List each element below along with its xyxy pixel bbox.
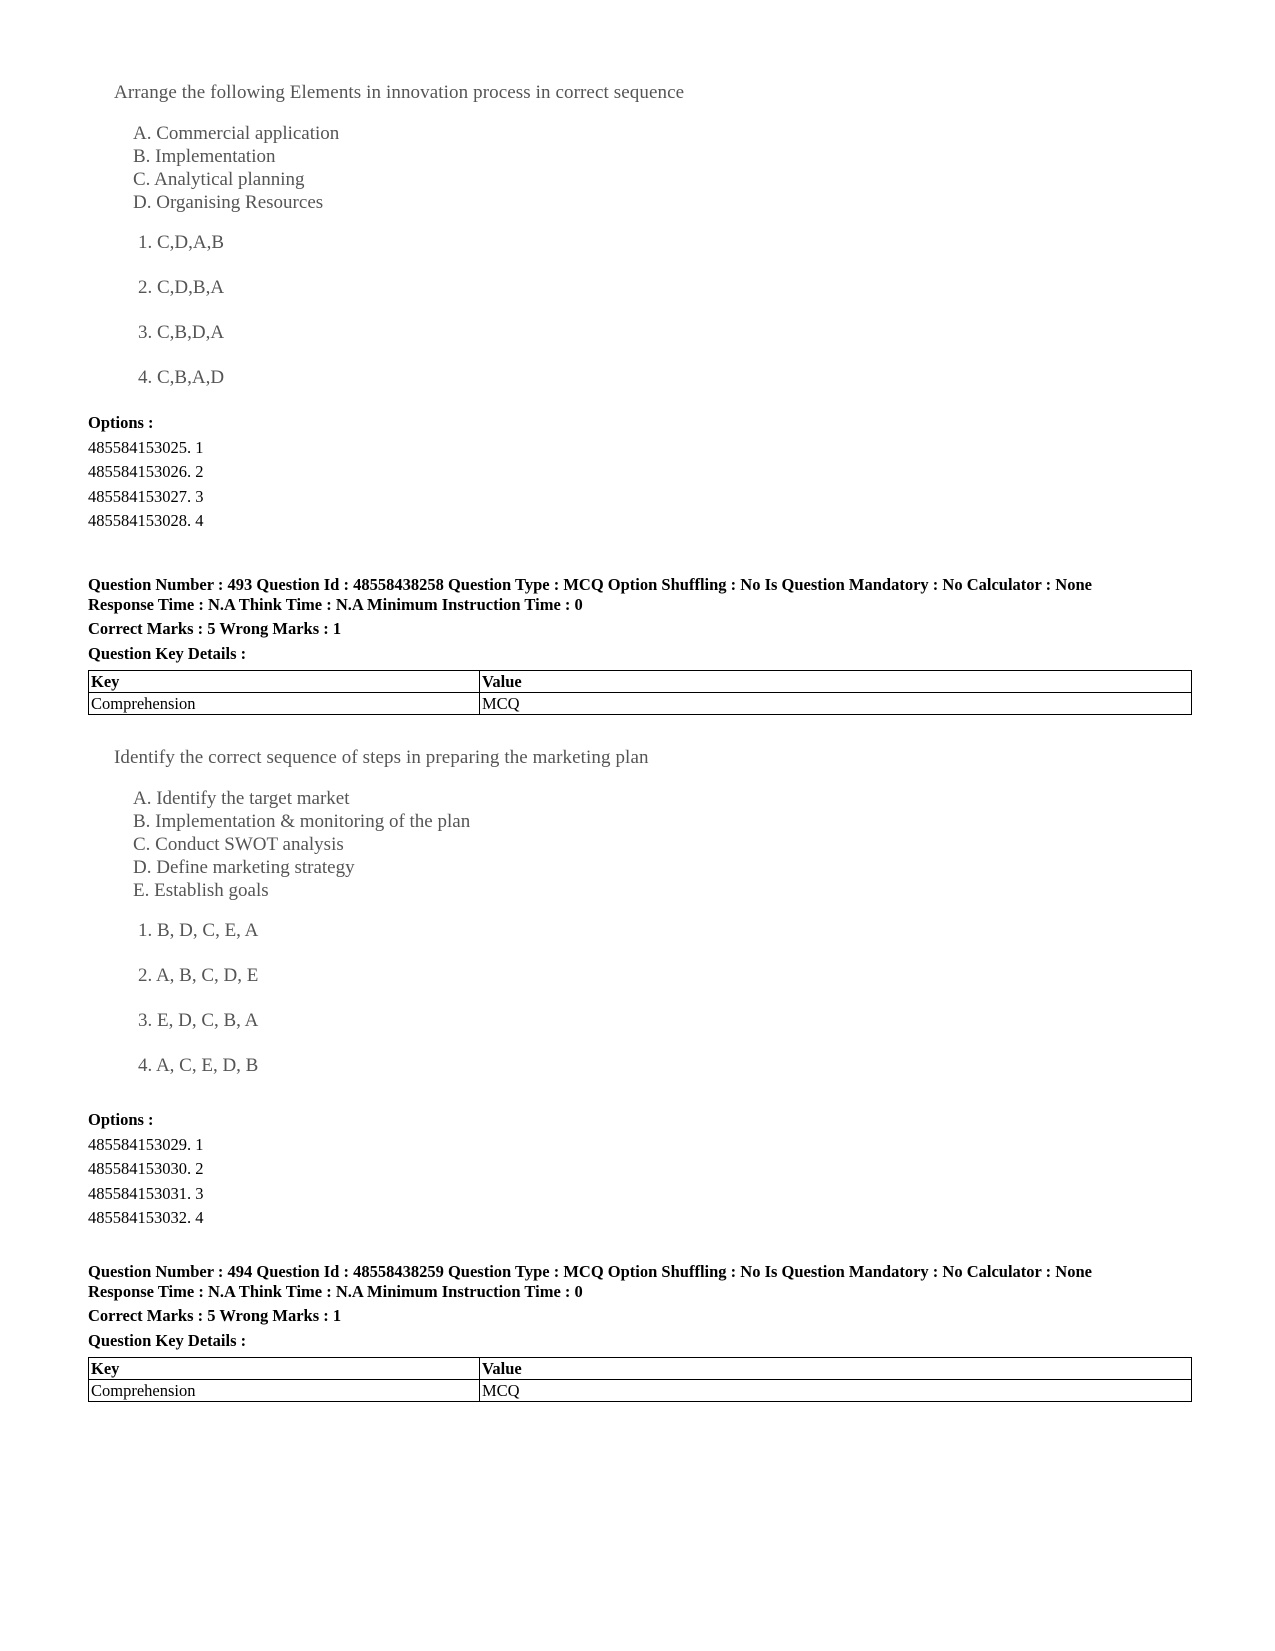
question-stem: Arrange the following Elements in innovation process in correct sequence: [114, 82, 685, 103]
option-id: 485584153026. 2: [88, 462, 204, 481]
answer-choices: [114, 917, 649, 1097]
option-id: 485584153030. 2: [88, 1159, 204, 1178]
option-id: 485584153031. 3: [88, 1183, 204, 1203]
question-item: C. Conduct SWOT analysis: [133, 834, 344, 855]
option-id: 485584153032. 4: [88, 1208, 204, 1227]
question-image-1: [114, 82, 684, 409]
question-items: [114, 787, 649, 902]
table-cell-value: MCQ: [480, 1380, 1192, 1402]
question-item: A. Commercial application: [133, 123, 340, 144]
question-image-2: [114, 747, 649, 1097]
table-cell-value: MCQ: [480, 693, 1192, 715]
question-item: D. Organising Resources: [133, 192, 324, 213]
question-item: C. Analytical planning: [133, 169, 305, 190]
key-details-label: Question Key Details :: [88, 1330, 247, 1350]
option-id: 485584153027. 3: [88, 486, 204, 506]
answer-choice: 2. A, B, C, D, E: [138, 965, 259, 986]
marks-line: Correct Marks : 5 Wrong Marks : 1: [88, 619, 342, 638]
option-id: 485584153025. 1: [88, 437, 204, 457]
question-key-table-3: [88, 1357, 1192, 1402]
answer-choice: 2. C,D,B,A: [138, 277, 225, 298]
table-row: [89, 693, 1192, 715]
table-header-row: [89, 1358, 1192, 1380]
option-id: 485584153028. 4: [88, 511, 204, 530]
question-meta-line: Question Number : 494 Question Id : 48558438259 Question Type : MCQ Option Shuffling : No Is Question Mandatory : No Calculator : None: [88, 1262, 1092, 1281]
options-block-1: [88, 411, 204, 534]
key-details-label: Question Key Details :: [88, 643, 247, 663]
question-item: D. Define marketing strategy: [133, 857, 355, 878]
question-items: [114, 122, 684, 214]
question-meta-line: Response Time : N.A Think Time : N.A Minimum Instruction Time : 0: [88, 1282, 583, 1301]
table-header-value: Value: [480, 1358, 1192, 1380]
options-label: Options :: [88, 1110, 154, 1129]
answer-choices: [114, 229, 684, 409]
options-label: Options :: [88, 413, 154, 432]
question-meta-line: Question Number : 493 Question Id : 48558438258 Question Type : MCQ Option Shuffling : No Is Question Mandatory : No Calculator : None: [88, 575, 1092, 594]
table-header-row: [89, 671, 1192, 693]
table-header-value: Value: [480, 671, 1192, 693]
question-key-table-2: [88, 670, 1192, 715]
table-cell-key: Comprehension: [89, 1380, 480, 1402]
answer-choice: 3. E, D, C, B, A: [138, 1010, 259, 1031]
answer-choice: 1. C,D,A,B: [138, 232, 225, 253]
question-meta-2: [88, 575, 1092, 666]
question-item: E. Establish goals: [133, 880, 269, 901]
answer-choice: 1. B, D, C, E, A: [138, 920, 259, 941]
question-item: A. Identify the target market: [133, 788, 350, 809]
table-header-key: Key: [89, 1358, 480, 1380]
table-header-key: Key: [89, 671, 480, 693]
question-stem: Identify the correct sequence of steps in preparing the marketing plan: [114, 747, 649, 768]
answer-choice: 3. C,B,D,A: [138, 322, 225, 343]
answer-choice: 4. A, C, E, D, B: [138, 1055, 259, 1076]
question-item: B. Implementation: [133, 146, 276, 167]
option-id: 485584153029. 1: [88, 1134, 204, 1154]
options-block-2: [88, 1108, 204, 1231]
question-meta-3: [88, 1262, 1092, 1353]
marks-line: Correct Marks : 5 Wrong Marks : 1: [88, 1306, 342, 1325]
table-cell-key: Comprehension: [89, 693, 480, 715]
answer-choice: 4. C,B,A,D: [138, 367, 225, 388]
question-item: B. Implementation & monitoring of the plan: [133, 811, 471, 832]
question-meta-line: Response Time : N.A Think Time : N.A Minimum Instruction Time : 0: [88, 595, 583, 614]
table-row: [89, 1380, 1192, 1402]
